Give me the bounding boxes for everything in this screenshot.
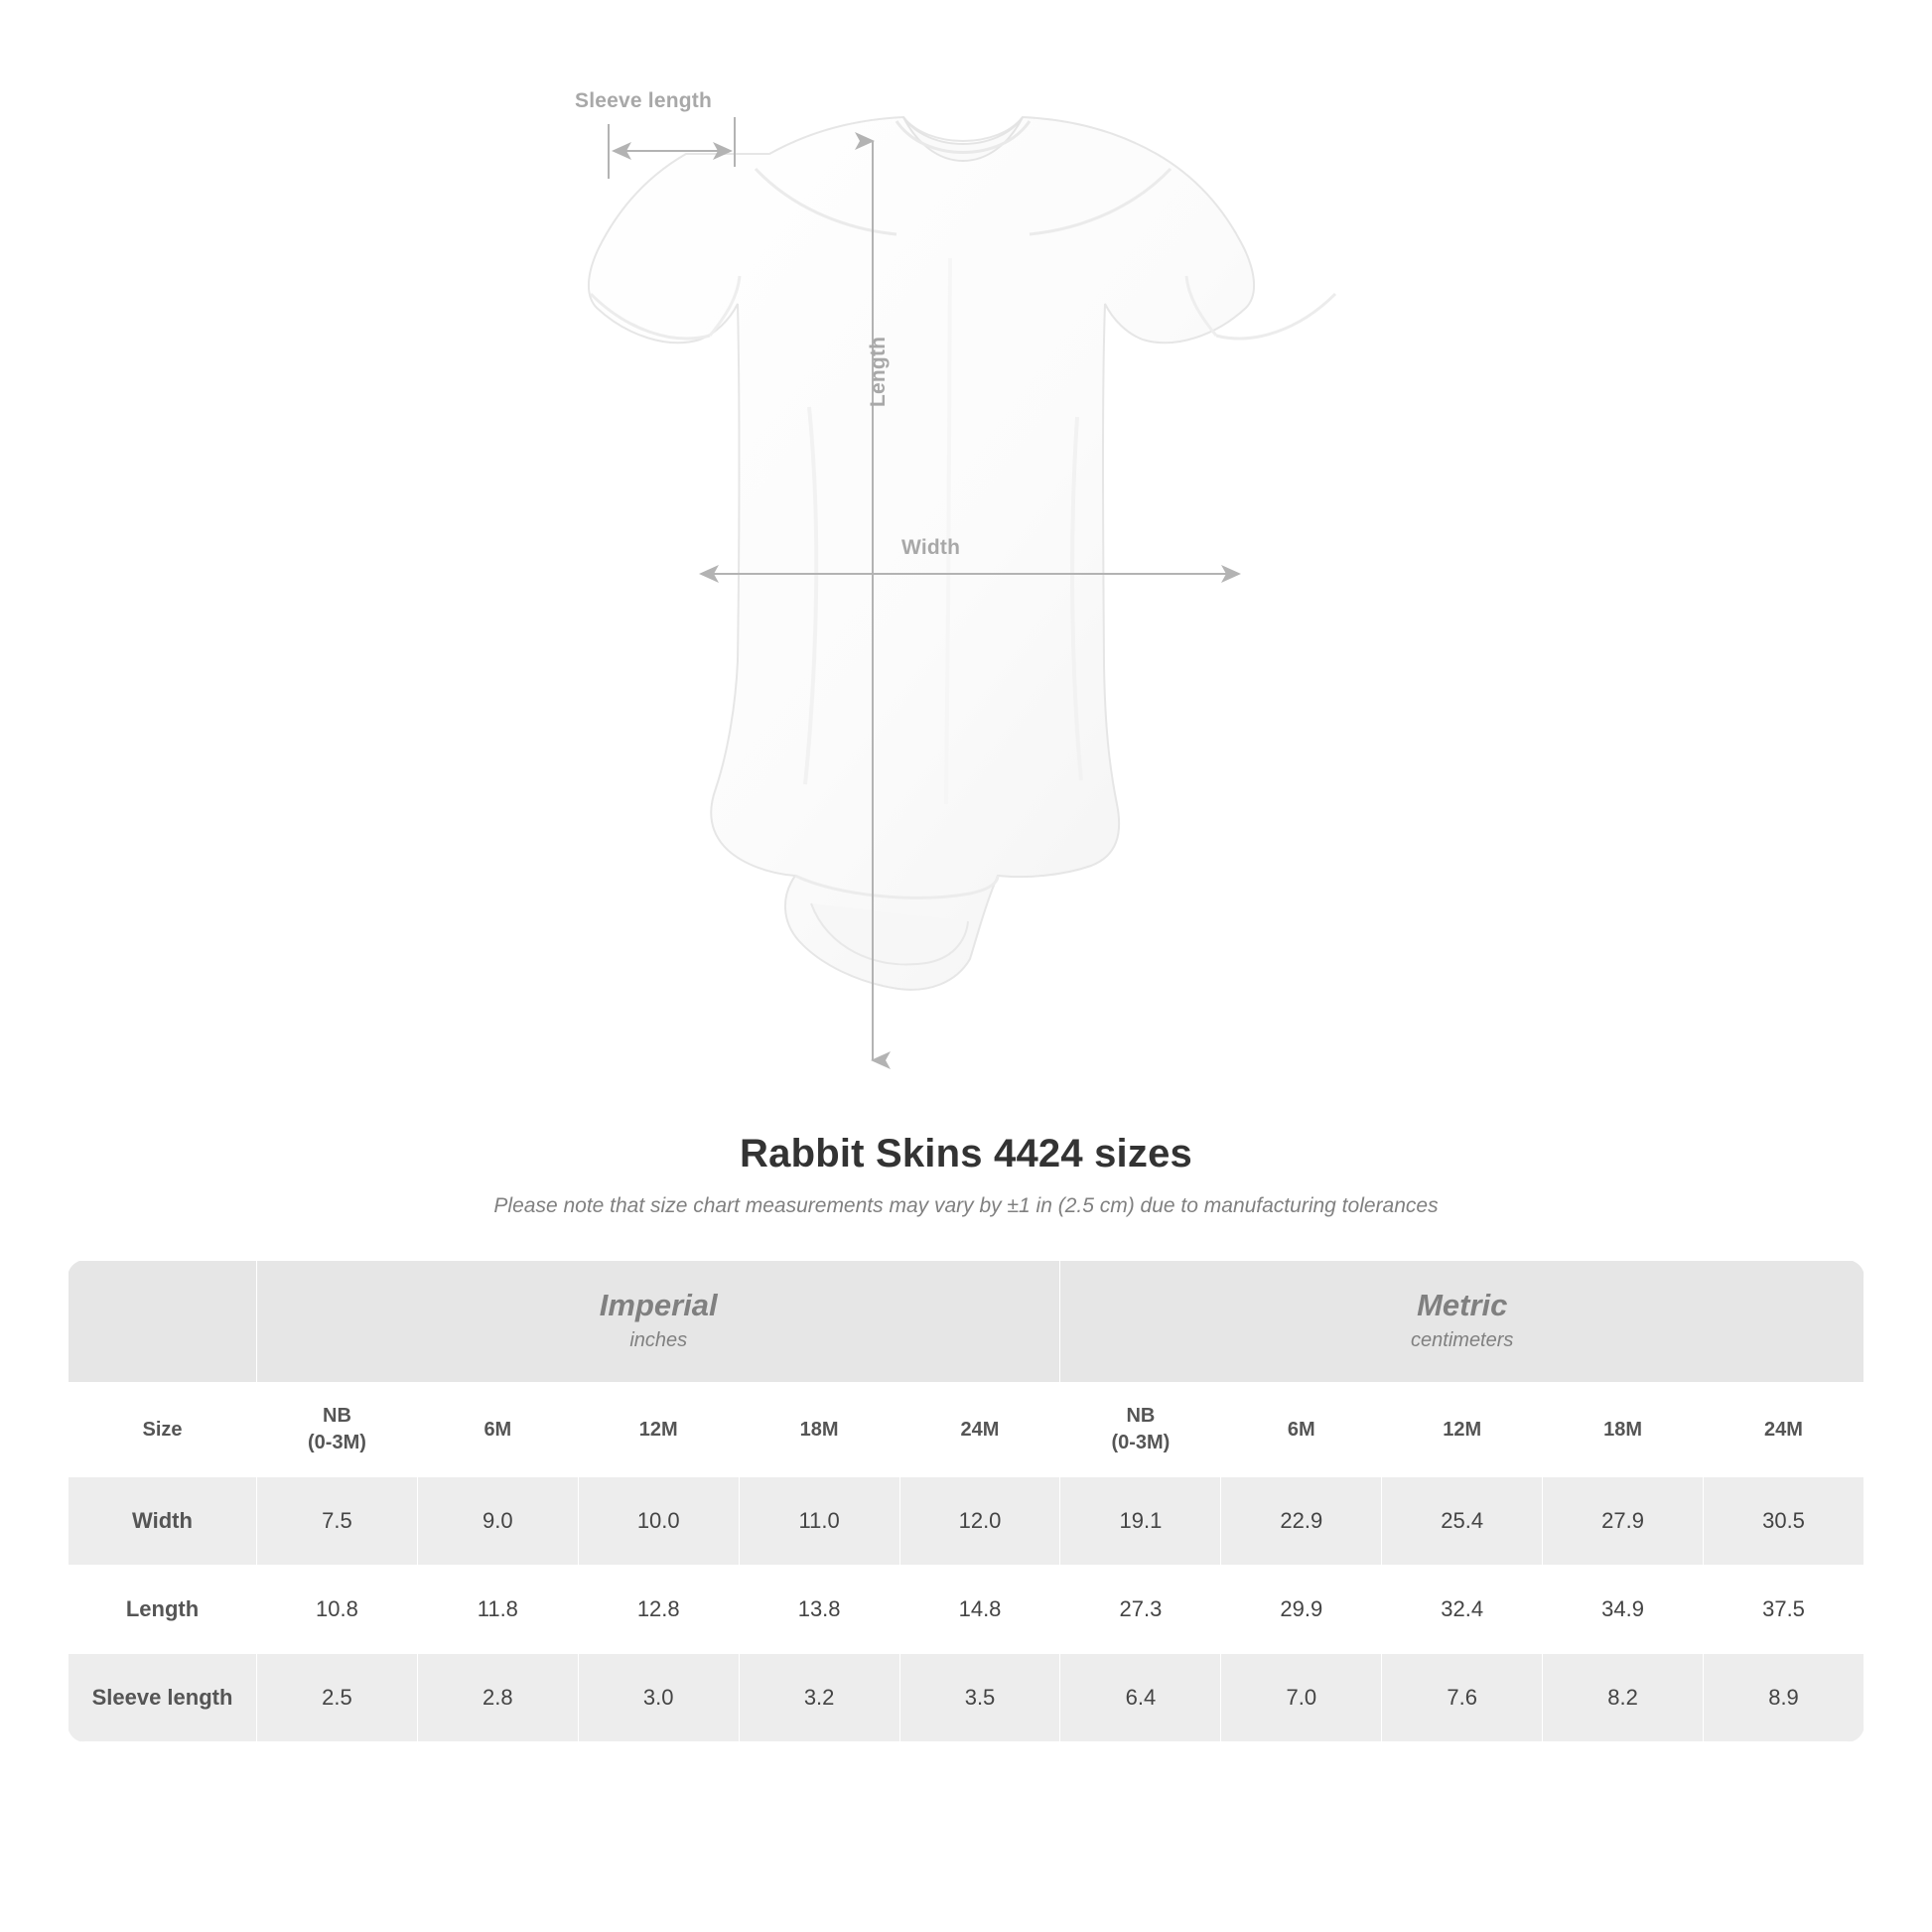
column-header-row (69, 1383, 1864, 1477)
unit-metric-cell (1060, 1261, 1864, 1383)
unit-metric-name: Metric (1417, 1287, 1508, 1322)
header-col-0-line1: NB (323, 1405, 351, 1427)
cell-width-9: 30.5 (1704, 1477, 1864, 1566)
unit-imperial-sub: inches (629, 1329, 688, 1352)
row-label-length: Length (69, 1566, 257, 1654)
cell-length-5: 27.3 (1060, 1566, 1221, 1654)
cell-length-4: 14.8 (899, 1566, 1060, 1654)
cell-length-1: 11.8 (417, 1566, 578, 1654)
sleeve-length-annotation: Sleeve length (575, 89, 712, 112)
header-col-5 (1060, 1383, 1221, 1477)
header-col-8: 18M (1543, 1383, 1704, 1477)
row-label-sleeve-length: Sleeve length (69, 1654, 257, 1742)
cell-length-3: 13.8 (739, 1566, 899, 1654)
table-row (69, 1477, 1864, 1566)
header-col-5-line2: (0-3M) (1111, 1432, 1171, 1453)
cell-sleeve-1: 2.8 (417, 1654, 578, 1742)
cell-sleeve-4: 3.5 (899, 1654, 1060, 1742)
cell-length-8: 34.9 (1543, 1566, 1704, 1654)
cell-width-2: 10.0 (578, 1477, 739, 1566)
header-size-label: Size (69, 1383, 257, 1477)
header-col-7: 12M (1382, 1383, 1543, 1477)
header-col-2: 12M (578, 1383, 739, 1477)
size-table-wrap (68, 1260, 1864, 1742)
unit-header-row (69, 1261, 1864, 1383)
cell-sleeve-7: 7.6 (1382, 1654, 1543, 1742)
header-col-9: 24M (1704, 1383, 1864, 1477)
header-col-1: 6M (417, 1383, 578, 1477)
cell-width-7: 25.4 (1382, 1477, 1543, 1566)
header-col-4: 24M (899, 1383, 1060, 1477)
row-label-width: Width (69, 1477, 257, 1566)
tolerance-note: Please note that size chart measurements may vary by ±1 in (2.5 cm) due to manufacturing tolerances (493, 1194, 1439, 1217)
header-col-5-line1: NB (1126, 1405, 1156, 1427)
header-col-6: 6M (1221, 1383, 1382, 1477)
header-col-0 (257, 1383, 418, 1477)
unit-metric-sub: centimeters (1411, 1329, 1514, 1352)
length-annotation: Length (867, 336, 890, 407)
width-annotation: Width (901, 536, 961, 559)
cell-width-5: 19.1 (1060, 1477, 1221, 1566)
unit-spacer-cell (69, 1261, 257, 1383)
header-col-3: 18M (739, 1383, 899, 1477)
cell-sleeve-8: 8.2 (1543, 1654, 1704, 1742)
cell-sleeve-2: 3.0 (578, 1654, 739, 1742)
header-col-0-line2: (0-3M) (308, 1432, 366, 1453)
cell-length-9: 37.5 (1704, 1566, 1864, 1654)
cell-sleeve-3: 3.2 (739, 1654, 899, 1742)
cell-sleeve-5: 6.4 (1060, 1654, 1221, 1742)
unit-imperial-name: Imperial (599, 1287, 718, 1322)
table-row (69, 1654, 1864, 1742)
cell-length-7: 32.4 (1382, 1566, 1543, 1654)
page-title: Rabbit Skins 4424 sizes (740, 1132, 1192, 1175)
cell-sleeve-9: 8.9 (1704, 1654, 1864, 1742)
cell-length-6: 29.9 (1221, 1566, 1382, 1654)
cell-length-2: 12.8 (578, 1566, 739, 1654)
cell-width-1: 9.0 (417, 1477, 578, 1566)
cell-width-3: 11.0 (739, 1477, 899, 1566)
unit-imperial-cell (257, 1261, 1060, 1383)
cell-width-4: 12.0 (899, 1477, 1060, 1566)
cell-width-6: 22.9 (1221, 1477, 1382, 1566)
cell-width-0: 7.5 (257, 1477, 418, 1566)
size-table (68, 1260, 1864, 1742)
cell-width-8: 27.9 (1543, 1477, 1704, 1566)
cell-sleeve-6: 7.0 (1221, 1654, 1382, 1742)
cell-length-0: 10.8 (257, 1566, 418, 1654)
cell-sleeve-0: 2.5 (257, 1654, 418, 1742)
title-block (0, 1132, 1932, 1218)
table-row (69, 1566, 1864, 1654)
